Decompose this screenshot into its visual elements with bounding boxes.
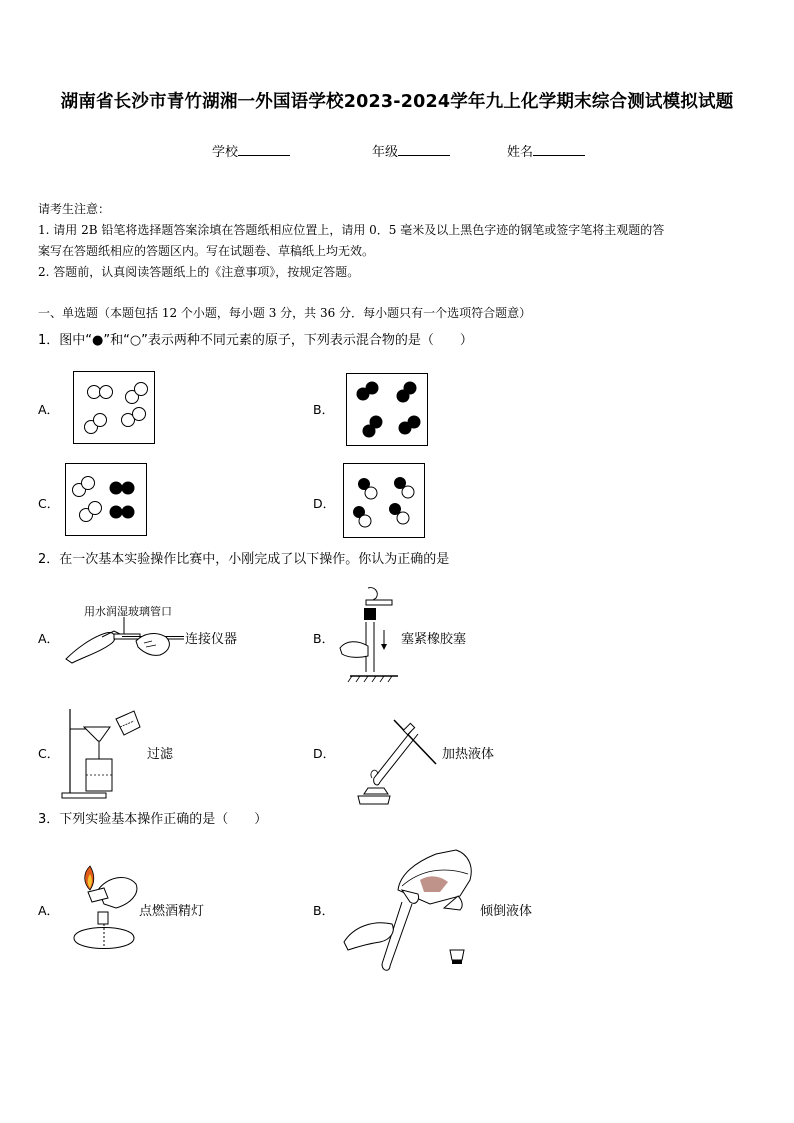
q1-d-particles [344, 464, 426, 539]
q1-option-b-diagram[interactable] [346, 373, 428, 446]
q3-b-pouring-illustration[interactable] [340, 846, 480, 972]
q1-option-c-label[interactable]: C． [38, 496, 60, 511]
q2-option-a-label[interactable]: A． [38, 631, 60, 646]
q1-option-d-diagram[interactable] [343, 463, 425, 538]
grade-blank[interactable] [398, 143, 450, 156]
q1-option-d-label[interactable]: D． [313, 496, 336, 511]
school-blank[interactable] [238, 143, 290, 156]
q2-a-connect-tube-illustration[interactable] [62, 615, 182, 665]
page-title: 湖南省长沙市青竹湖湘一外国语学校2023-2024学年九上化学期末综合测试模拟试题 [60, 92, 734, 112]
q2-option-d-label[interactable]: D． [313, 746, 336, 761]
q2-option-b-label[interactable]: B． [313, 631, 335, 646]
q2-a-caption: 连接仪器 [185, 632, 238, 647]
q1-option-c-diagram[interactable] [65, 463, 147, 536]
q2-d-heating-illustration[interactable] [350, 716, 440, 804]
q1-option-a-label[interactable]: A． [38, 402, 60, 417]
q3-option-b-label[interactable]: B． [313, 903, 335, 918]
notice-line-2: 案写在答题纸相应的答题区内。写在试题卷、草稿纸上均无效。 [38, 244, 375, 258]
school-field[interactable] [212, 141, 290, 160]
q1-option-b-label[interactable]: B． [313, 402, 335, 417]
section-heading: 一、单选题（本题包括 12 个小题，每小题 3 分，共 36 分．每小题只有一个选项符合题意） [38, 306, 532, 320]
question-1-stem: 1．图中“●”和“○”表示两种不同元素的原子，下列表示混合物的是（ ） [38, 333, 473, 348]
q3-a-lamp-illustration[interactable] [64, 864, 144, 956]
q1-option-a-diagram[interactable] [73, 371, 155, 444]
q1-c-particles [66, 464, 148, 537]
q2-c-filtration-illustration[interactable] [60, 705, 142, 800]
q2-option-c-label[interactable]: C． [38, 746, 60, 761]
notice-heading: 请考生注意： [38, 202, 111, 216]
name-field[interactable] [507, 141, 585, 160]
q3-b-caption: 倾倒液体 [480, 904, 533, 919]
question-2-stem: 2．在一次基本实验操作比赛中，小刚完成了以下操作。你认为正确的是 [38, 552, 450, 567]
school-label: 学校 [212, 145, 239, 160]
notice-line-1: 1. 请用 2B 铅笔将选择题答案涂填在答题纸相应位置上，请用 0．5 毫米及以上黑色字迹的钢笔或签字笔将主观题的答 [38, 223, 665, 237]
q2-b-stopper-illustration[interactable] [338, 586, 398, 686]
grade-field[interactable] [372, 141, 450, 160]
q2-a-caption-top: 用水润湿玻璃管口 [84, 605, 172, 618]
q3-a-caption: 点燃酒精灯 [139, 904, 205, 919]
grade-label: 年级 [372, 145, 399, 160]
name-blank[interactable] [533, 143, 585, 156]
q2-d-caption: 加热液体 [442, 747, 495, 762]
q2-b-caption: 塞紧橡胶塞 [401, 632, 467, 647]
q1-a-particles [74, 372, 156, 445]
question-3-stem: 3．下列实验基本操作正确的是（ ） [38, 812, 268, 827]
name-label: 姓名 [507, 145, 534, 160]
q1-b-particles [347, 374, 429, 447]
notice-line-3: 2. 答题前，认真阅读答题纸上的《注意事项》，按规定答题。 [38, 265, 360, 279]
q3-option-a-label[interactable]: A． [38, 903, 60, 918]
q2-c-caption: 过滤 [147, 747, 174, 762]
